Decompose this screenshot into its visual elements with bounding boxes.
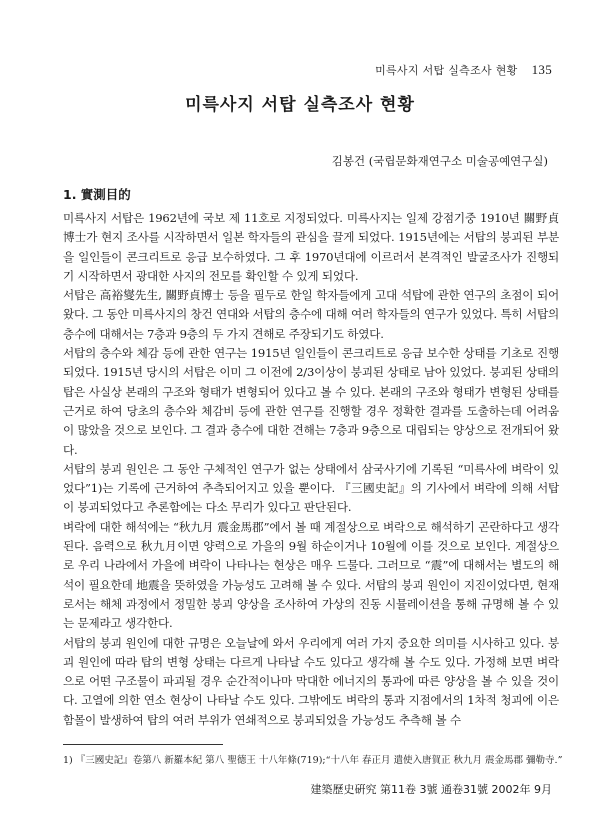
article-title: 미륵사지 서탑 실측조사 현황 — [185, 95, 415, 115]
page-number: 135 — [531, 62, 552, 77]
author-line: 김봉건 (국립문화재연구소 미술공예연구실) — [331, 154, 548, 168]
footnote-divider — [63, 744, 223, 745]
paragraph: 서탑의 붕괴 원인은 그 동안 구체적인 연구가 없는 상태에서 삼국사기에 기록된 “미륵사에 벼락이 있었다”1)는 기록에 근거하여 추측되어지고 있을 뿐이다. 『三國史記』의 기사에서 벼락에 의해 서탑이 붕괴되었다고 추론함에는 다소 무리가 있다고 판단된다. — [63, 461, 559, 515]
paragraph: 미륵사지 서탑은 1962년에 국보 제 11호로 지정되었다. 미륵사지는 일제 강점기중 1910년 關野貞博士가 현지 조사를 시작하면서 일본 학자들의 관심을 끌게 되었다. 1915년에는 서탑의 붕괴된 부분을 일인들이 콘크리트로 응급 보수하였다. 그 후 1970년대에 이르러서 본격적인 발굴조사가 진행되기 시작하면서 광대한 사지의 전모를 확인할 수 있게 되었다. — [63, 211, 559, 283]
section-heading: 1. 實測目的 — [63, 187, 131, 202]
paragraph: 벼락에 대한 해석에는 “秋九月 震金馬郡”에서 볼 때 계절상으로 벼락으로 해석하기 곤란하다고 생각된다. 음력으로 秋九月이면 양력으로 가을의 9월 하순이거나 10월에 이를 것으로 보인다. 계절상으로 우리 나라에서 가을에 벼락이 나타나는 현상은 매우 드물다. 그러므로 “震”에 대해서는 별도의 해석이 필요한데 地震을 뜻하였을 가능성도 고려해 볼 수 있다. 서탑의 붕괴 원인이 지진이었다면, 현재로서는 해체 과정에서 정밀한 붕괴 양상을 조사하여 가상의 진동 시뮬레이션을 통해 규명해 볼 수 있는 문제라고 생각한다. — [63, 519, 559, 631]
running-head — [375, 62, 552, 78]
paragraph: 서탑의 붕괴 원인에 대한 규명은 오늘날에 와서 우리에게 여러 가지 중요한 의미를 시사하고 있다. 붕괴 원인에 따라 탑의 변형 상태는 다르게 나타날 수도 있다고 생각해 볼 수도 있다. 가정해 보면 벼락으로 어떤 구조물이 파괴될 경우 순간적이나마 막대한 에너지의 통과에 따른 양상을 볼 수 있을 것이다. 고열에 의한 연소 현상이 나타날 수도 있다. 그밖에도 벼락의 통과 지점에서의 1차적 청괴에 이은 함몰이 발생하여 탑의 여러 부위가 연쇄적으로 붕괴되었을 가능성도 추측해 볼 수 — [63, 635, 559, 727]
journal-citation: 建築歷史硏究 第11卷 3號 通卷31號 2002年 9月 — [310, 783, 552, 796]
paragraph: 서탑은 高裕燮先生, 關野貞博士 등을 필두로 한일 학자들에게 고대 석탑에 관한 연구의 초점이 되어 왔다. 그 동안 미륵사지의 창건 연대와 서탑의 층수에 대해 여러 학자들의 연구가 있었다. 특히 서탑의 층수에 대해서는 7층과 9층의 두 가지 견해로 주장되기도 하였다. — [63, 288, 559, 341]
paragraph: 서탑의 층수와 체감 등에 관한 연구는 1915년 일인들이 콘크리트로 응급 보수한 상태를 기초로 진행되었다. 1915년 당시의 서탑은 이미 그 이전에 2/3이상이 붕괴된 상태로 남아 있었다. 붕괴된 상태의 탑은 사실상 본래의 구조와 형태가 변형되어 있다고 볼 수 있다. 본래의 구조와 형태가 변형된 상태를 근거로 하여 당초의 층수와 체감비 등에 관한 연구를 진행할 경우 정확한 결과를 도출하는데 어려움이 많았을 것으로 보인다. 그 결과 층수에 대한 견해는 7층과 9층으로 대립되는 양상으로 전개되어 왔다. — [63, 346, 559, 457]
running-head-text: 미륵사지 서탑 실측조사 현황 — [375, 64, 518, 77]
body-text — [63, 209, 559, 730]
footnote: 1) 『三國史記』卷第八 新羅本紀 第八 聖德王 十八年條(719);“十八年 春正月 遣使入唐賀正 秋九月 震金馬郡 彌勒寺.” — [63, 755, 563, 766]
